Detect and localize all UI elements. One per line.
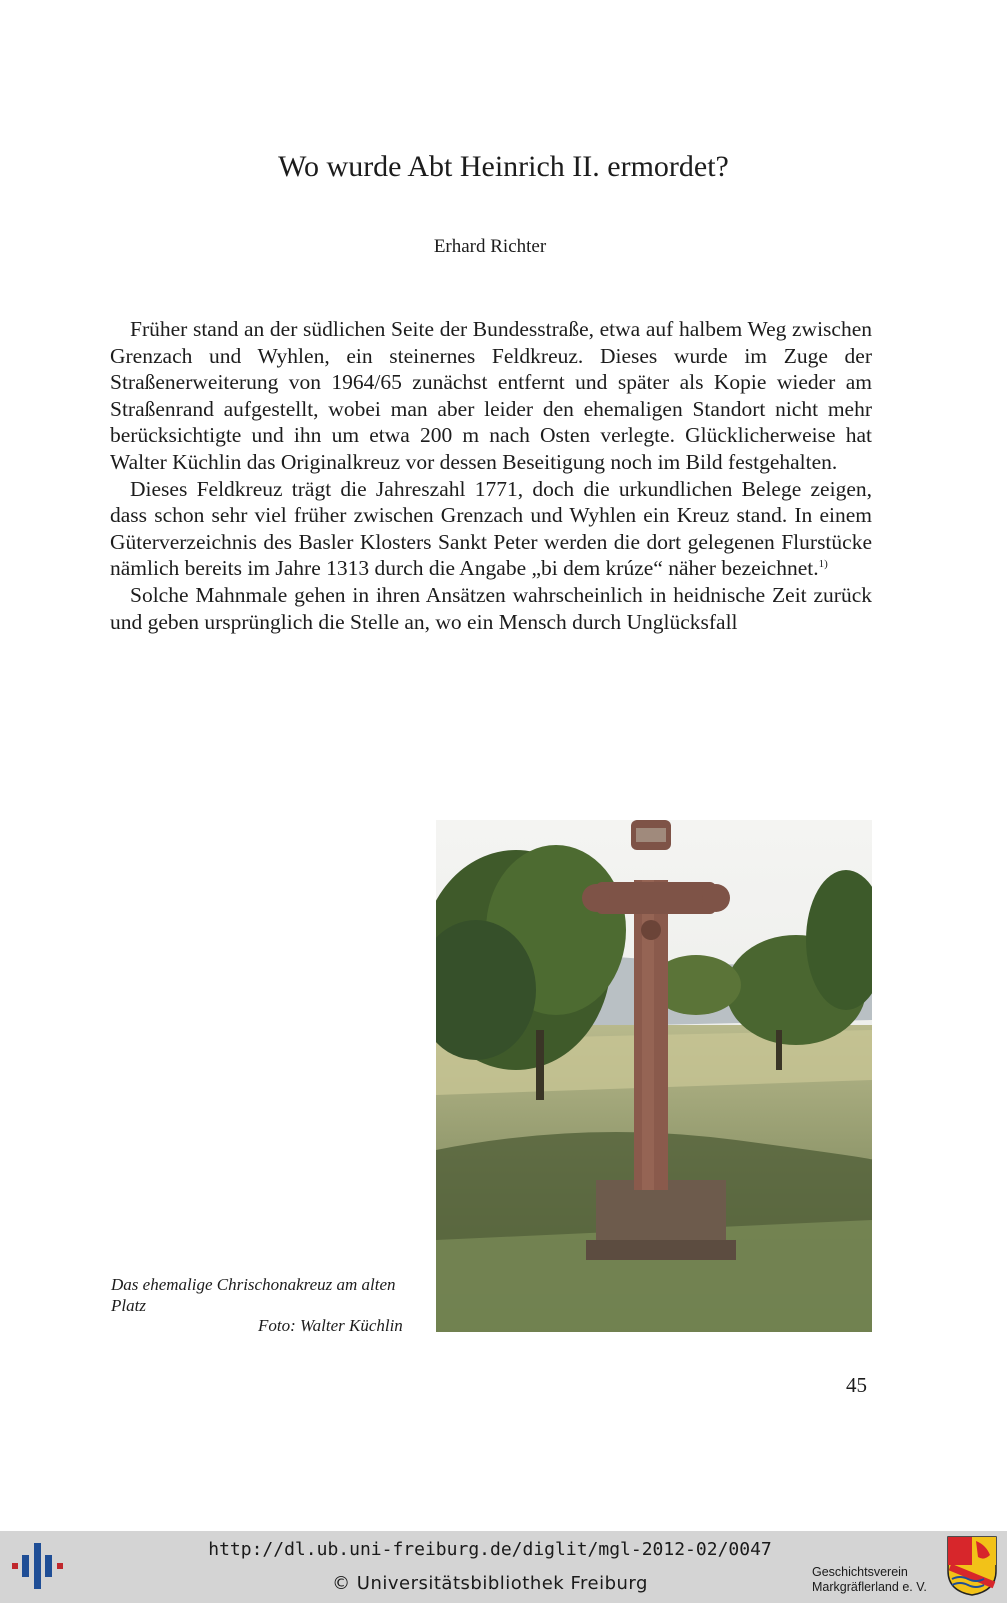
- page-number: 45: [846, 1373, 867, 1397]
- paragraph-2-text: Dieses Feldkreuz trägt die Jahreszahl 1771, doch die urkundlichen Belege zeigen, dass schon sehr viel früher zwischen Grenzach und Wyhlen ein Kreuz stand. In einem Güterverzeichnis des Basler Klosters Sankt Peter werden die dort gelegenen Flurstücke nämlich bereits im Jahre 1313 durch die Angabe „bi dem krúze“ näher bezeichnet.: [110, 476, 872, 581]
- footnote-marker: 1): [818, 558, 828, 571]
- photo-credit: Foto: Walter Küchlin: [258, 1316, 403, 1335]
- paragraph-1: Früher stand an der südlichen Seite der Bundesstraße, etwa auf halbem Weg zwischen Grenzach und Wyhlen, ein steinernes Feldkreuz. Dieses wurde im Zuge der Straßenerweiterung von 1964/65 zunächst entfernt und später als Kopie wieder am Straßenrand aufgestellt, wobei man aber leider den ehemaligen Standort nicht mehr berücksichtigte und ihn um etwa 200 m nach Osten verlegte. Glücklicherweise hat Walter Küchlin das Originalkreuz vor dessen Beseitigung noch im Bild festgehalten.: [110, 317, 872, 474]
- society-name: [812, 1565, 927, 1595]
- society-name-line-1: Geschichtsverein: [812, 1565, 908, 1579]
- copyright-notice: © Universitätsbibliothek Freiburg: [332, 1573, 648, 1594]
- field-cross-photo: [436, 820, 872, 1332]
- article-body: [110, 316, 872, 635]
- article-title: Wo wurde Abt Heinrich II. ermordet?: [278, 150, 729, 183]
- paragraph-3: Solche Mahnmale gehen in ihren Ansätzen wahrscheinlich in heidnische Zeit zurück und geben ursprünglich die Stelle an, wo ein Mensch durch Unglücksfall: [110, 582, 872, 634]
- coat-of-arms-icon: [946, 1535, 998, 1597]
- photo-caption: Das ehemalige Chrischonakreuz am alten Platz: [111, 1275, 396, 1315]
- article-author: Erhard Richter: [433, 236, 547, 257]
- paragraph-2: [110, 476, 872, 582]
- society-name-line-2: Markgräflerland e. V.: [812, 1580, 927, 1594]
- document-url-link[interactable]: http://dl.ub.uni-freiburg.de/diglit/mgl-2012-02/0047: [208, 1539, 772, 1560]
